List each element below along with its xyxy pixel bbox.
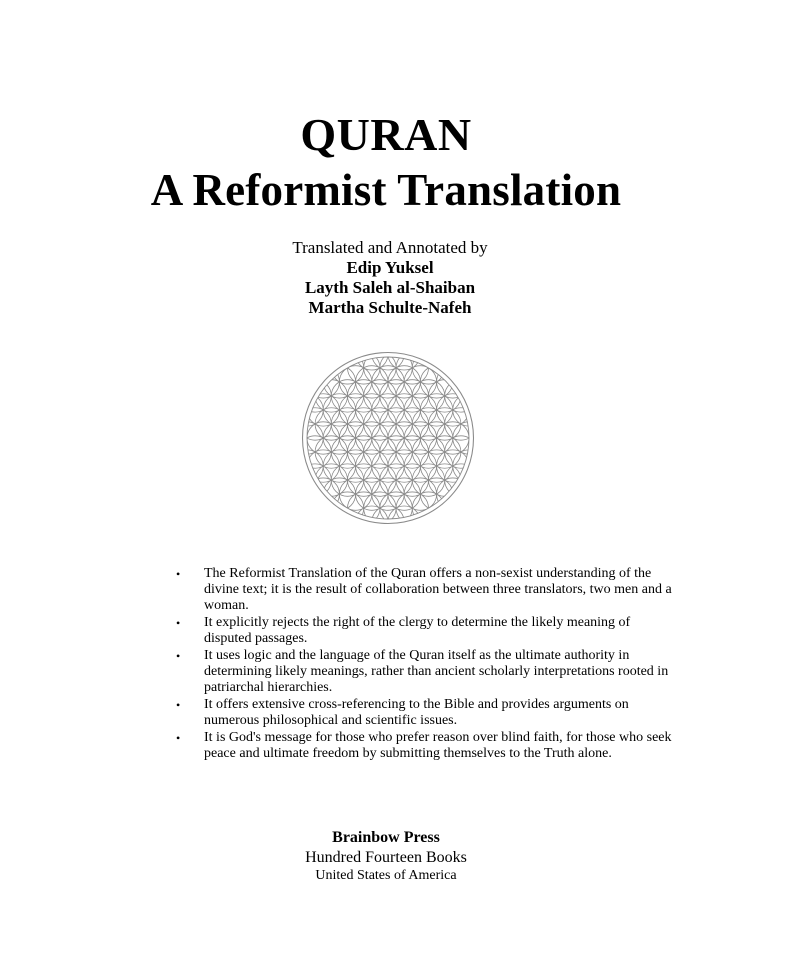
credits-intro: Translated and Annotated by [292, 238, 488, 257]
emblem-petal-circle [453, 450, 478, 482]
emblem-petal-circle [453, 394, 478, 426]
author-name: Martha Schulte-Nafeh [308, 298, 472, 317]
flower-of-life-icon [298, 348, 478, 528]
list-item [172, 615, 672, 647]
list-item [172, 730, 672, 762]
credits [196, 238, 584, 318]
list-item [172, 648, 672, 696]
list-item-text: It uses logic and the language of the Quran itself as the ultimate authority in determining likely meanings, rather than ancient scholarly interpretations rooted in patriarchal hierarchies. [204, 648, 669, 695]
list-item-text: It explicitly rejects the right of the clergy to determine the likely meaning of disputed passages. [204, 615, 631, 646]
bullet-icon: • [176, 649, 181, 663]
emblem-petal-circle [445, 464, 477, 496]
feature-list [172, 566, 672, 763]
emblem-petal-circle [298, 450, 323, 482]
list-item-text: The Reformist Translation of the Quran offers a non-sexist understanding of the divine text; it is the result of collaboration between three translators, two men and a woman. [204, 566, 672, 613]
book-subtitle: A Reformist Translation [150, 165, 622, 215]
bullet-icon: • [176, 731, 181, 745]
emblem-petal-circle [298, 394, 323, 426]
publisher-name: Brainbow Press [332, 829, 440, 846]
bullet-icon: • [176, 616, 181, 630]
bullet-icon: • [176, 567, 181, 581]
book-title: QURAN [300, 109, 472, 160]
emblem-petal-circle [299, 464, 331, 496]
publisher-country: United States of America [315, 868, 457, 883]
author-name: Edip Yuksel [346, 258, 434, 277]
list-item [172, 697, 672, 729]
emblem-petal-circle [299, 380, 331, 412]
list-item [172, 566, 672, 614]
emblem-petal-circle [453, 422, 478, 454]
publisher-imprint: Hundred Fourteen Books [305, 849, 467, 866]
list-item-text: It offers extensive cross-referencing to the Bible and provides arguments on numerous philosophical and scientific issues. [204, 697, 629, 728]
list-item-text: It is God's message for those who prefer reason over blind faith, for those who seek peace and ultimate freedom by submitting themselves to the Truth alone. [204, 730, 672, 761]
publisher-block [186, 828, 586, 884]
emblem-petals [298, 348, 478, 528]
emblem-petal-circle [298, 422, 323, 454]
emblem-petal-circle [445, 380, 477, 412]
author-name: Layth Saleh al-Shaiban [304, 278, 476, 297]
bullet-icon: • [176, 698, 181, 712]
